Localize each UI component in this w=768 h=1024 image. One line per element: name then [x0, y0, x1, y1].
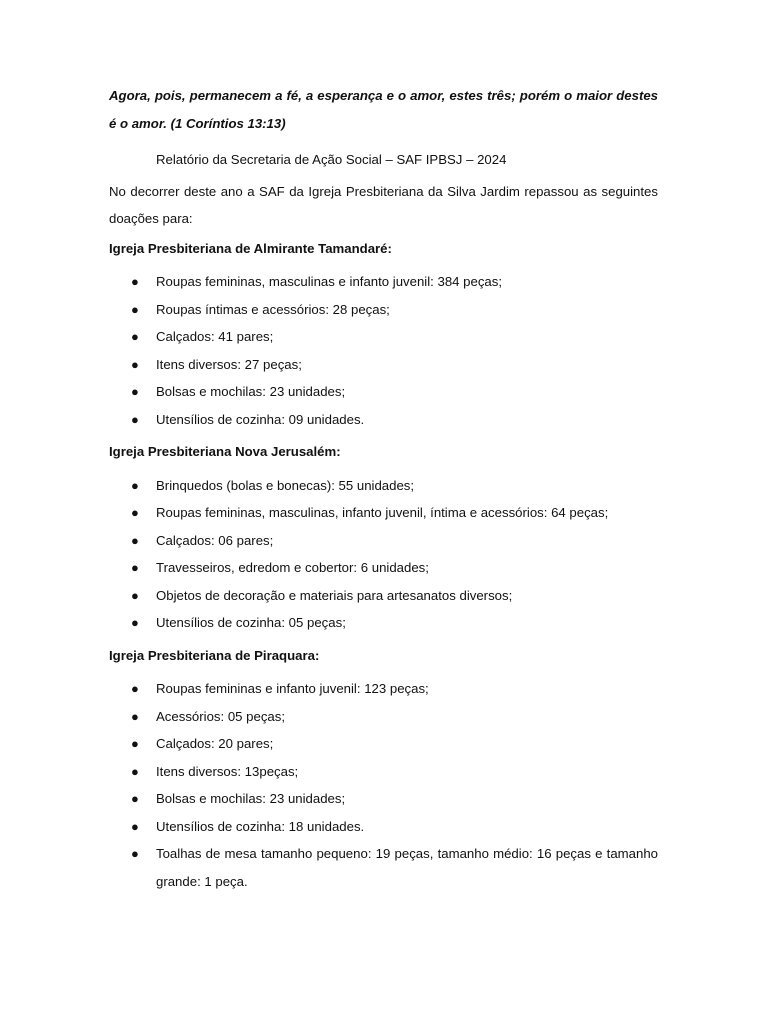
donation-item [109, 499, 658, 527]
bullet-icon: ● [131, 356, 139, 372]
donation-item-text: Bolsas e mochilas: 23 unidades; [156, 384, 346, 399]
donation-item [109, 527, 658, 555]
bullet-icon: ● [131, 477, 139, 493]
bullet-icon: ● [131, 791, 139, 806]
bullet-icon: ● [131, 384, 139, 399]
donation-item-text: Bolsas e mochilas: 23 unidades; [156, 791, 346, 806]
donation-item [109, 582, 658, 610]
document-page [109, 82, 658, 900]
bullet-icon: ● [131, 763, 139, 779]
bullet-icon: ● [131, 846, 139, 861]
donation-item-text: Roupas íntimas e acessórios: 28 peças; [156, 301, 390, 317]
donation-item-text: Roupas femininas, masculinas e infanto juvenil: 384 peças; [156, 274, 503, 289]
report-title: Relatório da Secretaria de Ação Social – SAF IPBSJ – 2024 [156, 152, 507, 167]
donation-item [109, 554, 658, 582]
bullet-icon: ● [131, 274, 139, 289]
epigraph: Agora, pois, permanecem a fé, a esperança e o amor, estes três; porém o maior destes é o amor. (1 Coríntios 13:13) [109, 88, 658, 131]
donation-item-text: Travesseiros, edredom e cobertor: 6 unidades; [156, 560, 429, 575]
bullet-icon: ● [131, 708, 139, 724]
donation-item [109, 730, 658, 758]
donation-list [109, 675, 658, 895]
donation-item-text: Calçados: 20 pares; [156, 736, 274, 751]
donation-item-text: Utensílios de cozinha: 05 peças; [156, 615, 346, 630]
donation-list [109, 472, 658, 637]
bullet-icon: ● [131, 681, 139, 696]
donation-item [109, 609, 658, 637]
bullet-icon: ● [131, 560, 139, 575]
bullet-icon: ● [131, 615, 139, 630]
donation-item [109, 351, 658, 379]
bullet-icon: ● [131, 505, 139, 520]
donation-item-text: Acessórios: 05 peças; [156, 708, 286, 724]
bullet-icon: ● [131, 818, 139, 834]
intro-paragraph: No decorrer deste ano a SAF da Igreja Presbiteriana da Silva Jardim repassou as seguintes doações para: [109, 183, 658, 226]
donation-item [109, 323, 658, 351]
church-section [109, 642, 658, 896]
donation-item [109, 675, 658, 703]
donation-item-text: Roupas femininas e infanto juvenil: 123 peças; [156, 681, 429, 696]
donation-item-text: Toalhas de mesa tamanho pequeno: 19 peças, tamanho médio: 16 peças e tamanho grande: 1 peça. [156, 846, 658, 889]
donation-item [109, 268, 658, 296]
donation-item-text: Calçados: 06 pares; [156, 532, 274, 548]
donation-item [109, 296, 658, 324]
church-heading: Igreja Presbiteriana de Piraquara: [109, 647, 320, 663]
bullet-icon: ● [131, 587, 139, 603]
donation-item-text: Utensílios de cozinha: 09 unidades. [156, 411, 365, 427]
donation-item-text: Objetos de decoração e materiais para artesanatos diversos; [156, 587, 513, 603]
donation-item [109, 758, 658, 786]
bullet-icon: ● [131, 532, 139, 548]
donation-item [109, 840, 658, 895]
donation-item [109, 406, 658, 434]
bullet-icon: ● [131, 411, 139, 427]
donation-item [109, 813, 658, 841]
church-section [109, 235, 658, 434]
bullet-icon: ● [131, 736, 139, 751]
donation-item [109, 472, 658, 500]
church-section [109, 438, 658, 637]
donation-item-text: Calçados: 41 pares; [156, 329, 274, 344]
donation-item-text: Itens diversos: 13peças; [156, 763, 299, 779]
bullet-icon: ● [131, 329, 139, 344]
donation-item-text: Roupas femininas, masculinas, infanto juvenil, íntima e acessórios: 64 peças; [156, 505, 609, 520]
donation-item-text: Utensílios de cozinha: 18 unidades. [156, 818, 365, 834]
donation-list [109, 268, 658, 433]
donation-item [109, 378, 658, 406]
church-heading: Igreja Presbiteriana de Almirante Tamandaré: [109, 240, 392, 256]
donation-item [109, 785, 658, 813]
donation-item [109, 703, 658, 731]
bullet-icon: ● [131, 301, 139, 317]
donation-item-text: Itens diversos: 27 peças; [156, 356, 302, 372]
church-heading: Igreja Presbiteriana Nova Jerusalém: [109, 444, 341, 459]
donation-item-text: Brinquedos (bolas e bonecas): 55 unidades; [156, 477, 415, 493]
